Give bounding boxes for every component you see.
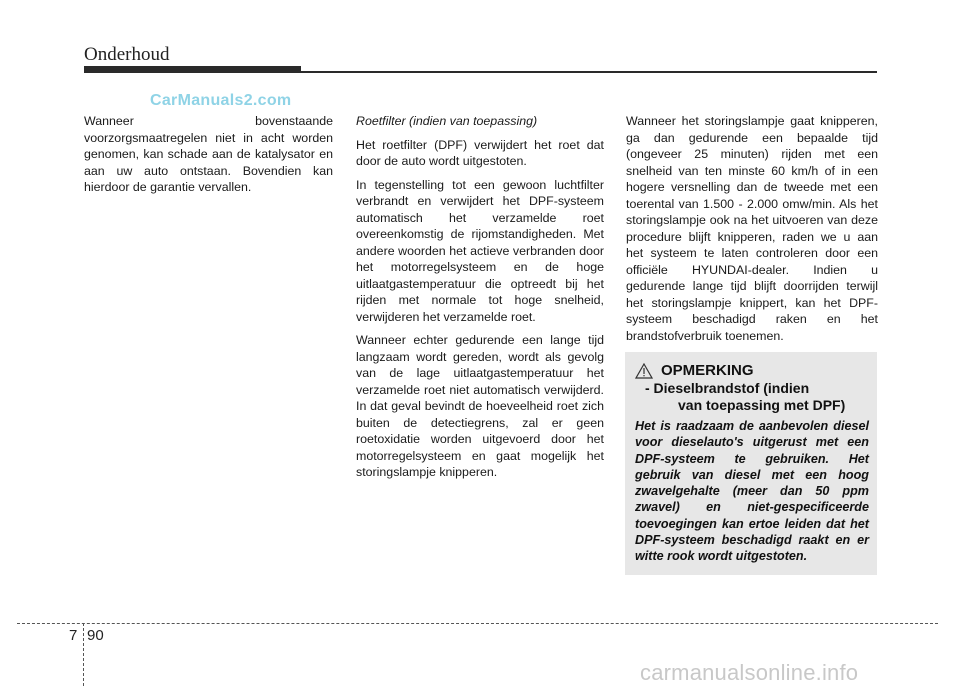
column-1-paragraph: Wanneer bovenstaande voorzorgsmaatregelen niet in acht worden genomen, kan schade aan de katalysator en aan uw auto ontstaan. Bovendien kan hierdoor de garantie vervallen. (84, 114, 333, 194)
header-bar (84, 66, 301, 73)
note-subtitle-line-1: - Dieselbrandstof (indien (645, 380, 810, 396)
column-2-paragraph-2: In tegenstelling tot een gewoon luchtfilter verbrandt en verwijdert het DPF-systeem automatisch het verzamelde roet overeenkomstig de rijomstandigheden. Met andere woorden het actieve verbranden door het motorregelsysteem en de hoge uitlaatgastemperatuur die optreedt bij het rijden met normale tot hoge snelheid, verwijderen het verzamelde roet. (356, 177, 604, 324)
page-number: 90 (87, 627, 104, 644)
footer-divider (17, 623, 938, 624)
section-heading-dpf: Roetfilter (indien van toepassing) (356, 114, 538, 128)
column-3 (626, 113, 878, 351)
watermark-top: CarManuals2.com (150, 92, 292, 109)
column-3-paragraph: Wanneer het storingslampje gaat knipperen, ga dan gedurende een bepaalde tijd (ongeveer 25 minuten) rijden met een snelheid van ten minste 60 km/h of in een hogere versnelling dan de tweede met een toerental van 1.500 - 2.000 omw/min. Als het storingslampje ook na het uitvoeren van deze procedure blijft knipperen, raden we u aan het systeem te laten controleren door een officiële HYUNDAI-dealer. Indien u gedurende lange tijd blijft doorrijden terwijl het storingslampje knippert, kan het DPF-systeem beschadigd raken en het brandstofverbruik toenemen. (626, 114, 878, 343)
note-body: Het is raadzaam de aanbevolen diesel voor dieselauto's uitgerust met een DPF-systeem te gebruiken. Het gebruik van diesel met een hoog zwavelgehalte (meer dan 50 ppm zwavel) en niet-gespecificeerde toevoegingen kan ertoe leiden dat het DPF-systeem beschadigd raakt en er witte rook wordt uitgestoten. (635, 419, 869, 564)
chapter-number: 7 (69, 627, 78, 644)
column-1 (84, 113, 333, 203)
footer-vertical-divider (83, 623, 84, 686)
column-2 (356, 113, 604, 488)
page-header-title: Onderhoud (84, 44, 170, 65)
note-subtitle (645, 380, 870, 414)
note-subtitle-line-2: van toepassing met DPF) (678, 397, 846, 413)
column-2-paragraph-1: Het roetfilter (DPF) verwijdert het roet dat door de auto wordt uitgestoten. (356, 137, 604, 168)
note-title: OPMERKING (661, 362, 754, 379)
header-rule (301, 71, 877, 73)
column-2-paragraph-3: Wanneer echter gedurende een lange tijd langzaam wordt gereden, wordt als gevolg van de lage uitlaatgastemperatuur het verzamelde roet niet automatisch verwijderd. In dat geval bevindt de hoeveelheid roet zich buiten de detectiegrens, zal er geen roetoxidatie worden uitgevoerd door het motorregelsysteem en gaat mogelijk het storingslampje knipperen. (356, 333, 604, 479)
note-box (625, 352, 877, 575)
watermark-bottom: carmanualsonline.info (640, 660, 859, 685)
warning-triangle-icon (635, 363, 653, 379)
